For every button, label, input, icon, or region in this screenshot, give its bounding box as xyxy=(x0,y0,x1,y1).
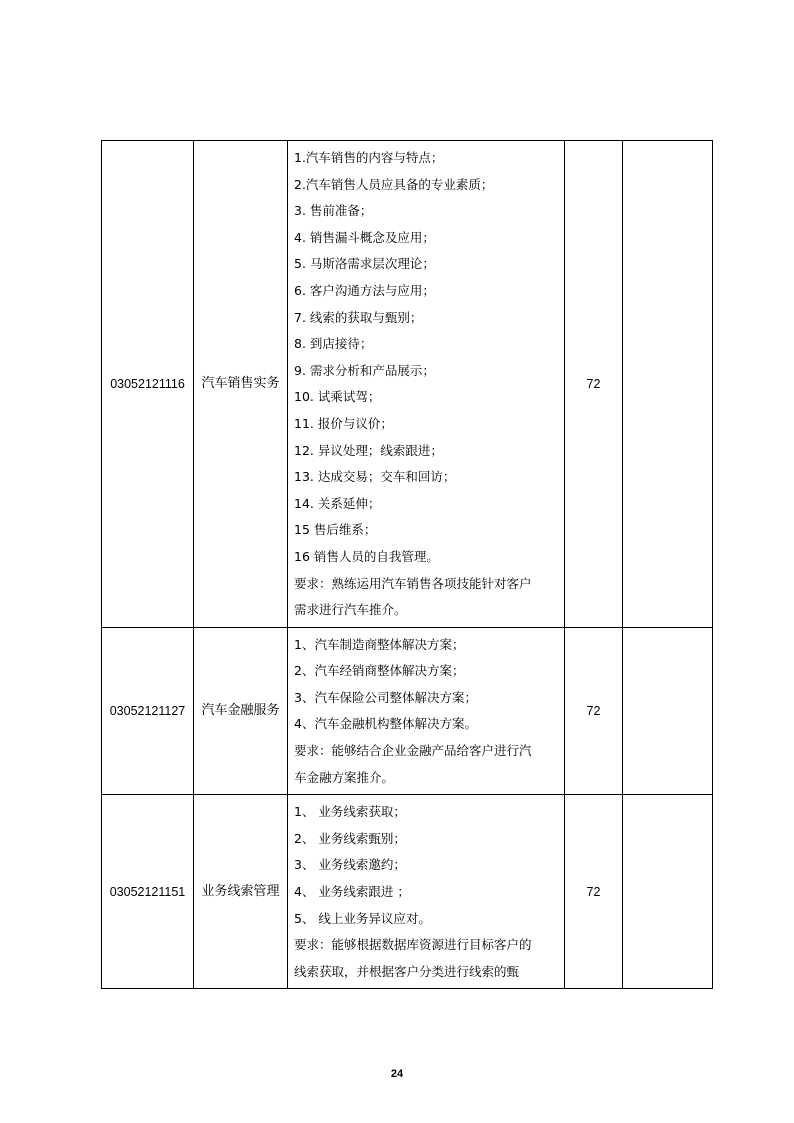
content-line: 4. 销售漏斗概念及应用； xyxy=(294,229,435,245)
course-hours: 72 xyxy=(565,795,623,989)
content-line: 10. 试乘试驾； xyxy=(294,389,381,405)
course-name: 汽车金融服务 xyxy=(194,627,288,795)
content-line: 6. 客户沟通方法与应用； xyxy=(294,282,435,298)
content-line: 需求进行汽车推介。 xyxy=(294,602,407,618)
content-line: 5、 线上业务异议应对。 xyxy=(294,910,431,926)
table-row xyxy=(102,141,713,628)
table-row xyxy=(102,795,713,989)
content-line: 线索获取，并根据客户分类进行线索的甄 xyxy=(294,963,520,979)
course-content xyxy=(288,141,565,628)
content-line: 11. 报价与议价； xyxy=(294,415,393,431)
course-content xyxy=(288,795,565,989)
course-content xyxy=(288,627,565,795)
course-note xyxy=(623,795,713,989)
course-name: 业务线索管理 xyxy=(194,795,288,989)
course-table xyxy=(101,140,713,989)
content-line: 要求：能够结合企业金融产品给客户进行汽 xyxy=(294,743,532,759)
course-hours: 72 xyxy=(565,141,623,628)
course-hours: 72 xyxy=(565,627,623,795)
content-line: 14. 关系延伸； xyxy=(294,495,381,511)
content-line: 7. 线索的获取与甄别； xyxy=(294,309,423,325)
course-code: 03052121116 xyxy=(102,141,194,628)
content-line: 8. 到店接待； xyxy=(294,336,373,352)
course-code: 03052121151 xyxy=(102,795,194,989)
course-code: 03052121127 xyxy=(102,627,194,795)
content-line: 2、汽车经销商整体解决方案； xyxy=(294,663,465,679)
content-line: 4、汽车金融机构整体解决方案。 xyxy=(294,716,477,732)
course-note xyxy=(623,627,713,795)
course-note xyxy=(623,141,713,628)
content-line: 1.汽车销售的内容与特点； xyxy=(294,150,444,165)
page-number: 24 xyxy=(390,1068,404,1080)
content-line: 2.汽车销售人员应具备的专业素质； xyxy=(294,176,494,192)
content-line: 2、 业务线索甄别； xyxy=(294,830,406,846)
table-row xyxy=(102,627,713,795)
content-line: 1、 业务线索获取； xyxy=(294,804,406,820)
content-line: 3. 售前准备； xyxy=(294,203,373,219)
course-name: 汽车销售实务 xyxy=(194,141,288,628)
content-line: 车金融方案推介。 xyxy=(294,769,395,785)
content-line: 要求：能够根据数据库资源进行目标客户的 xyxy=(294,937,532,953)
content-line: 3、汽车保险公司整体解决方案； xyxy=(294,689,477,705)
content-line: 4、 业务线索跟进 ； xyxy=(294,884,410,900)
content-line: 3、 业务线索邀约； xyxy=(294,857,406,873)
content-line: 要求：熟练运用汽车销售各项技能针对客户 xyxy=(294,575,532,591)
content-line: 1、汽车制造商整体解决方案； xyxy=(294,636,465,652)
content-line: 16 销售人员的自我管理。 xyxy=(294,548,439,564)
content-line: 13. 达成交易；交车和回访； xyxy=(294,469,456,485)
content-line: 12. 异议处理；线索跟进； xyxy=(294,442,443,458)
content-line: 5. 马斯洛需求层次理论； xyxy=(294,256,435,272)
content-line: 9. 需求分析和产品展示； xyxy=(294,362,435,378)
content-line: 15 售后维系； xyxy=(294,522,377,538)
